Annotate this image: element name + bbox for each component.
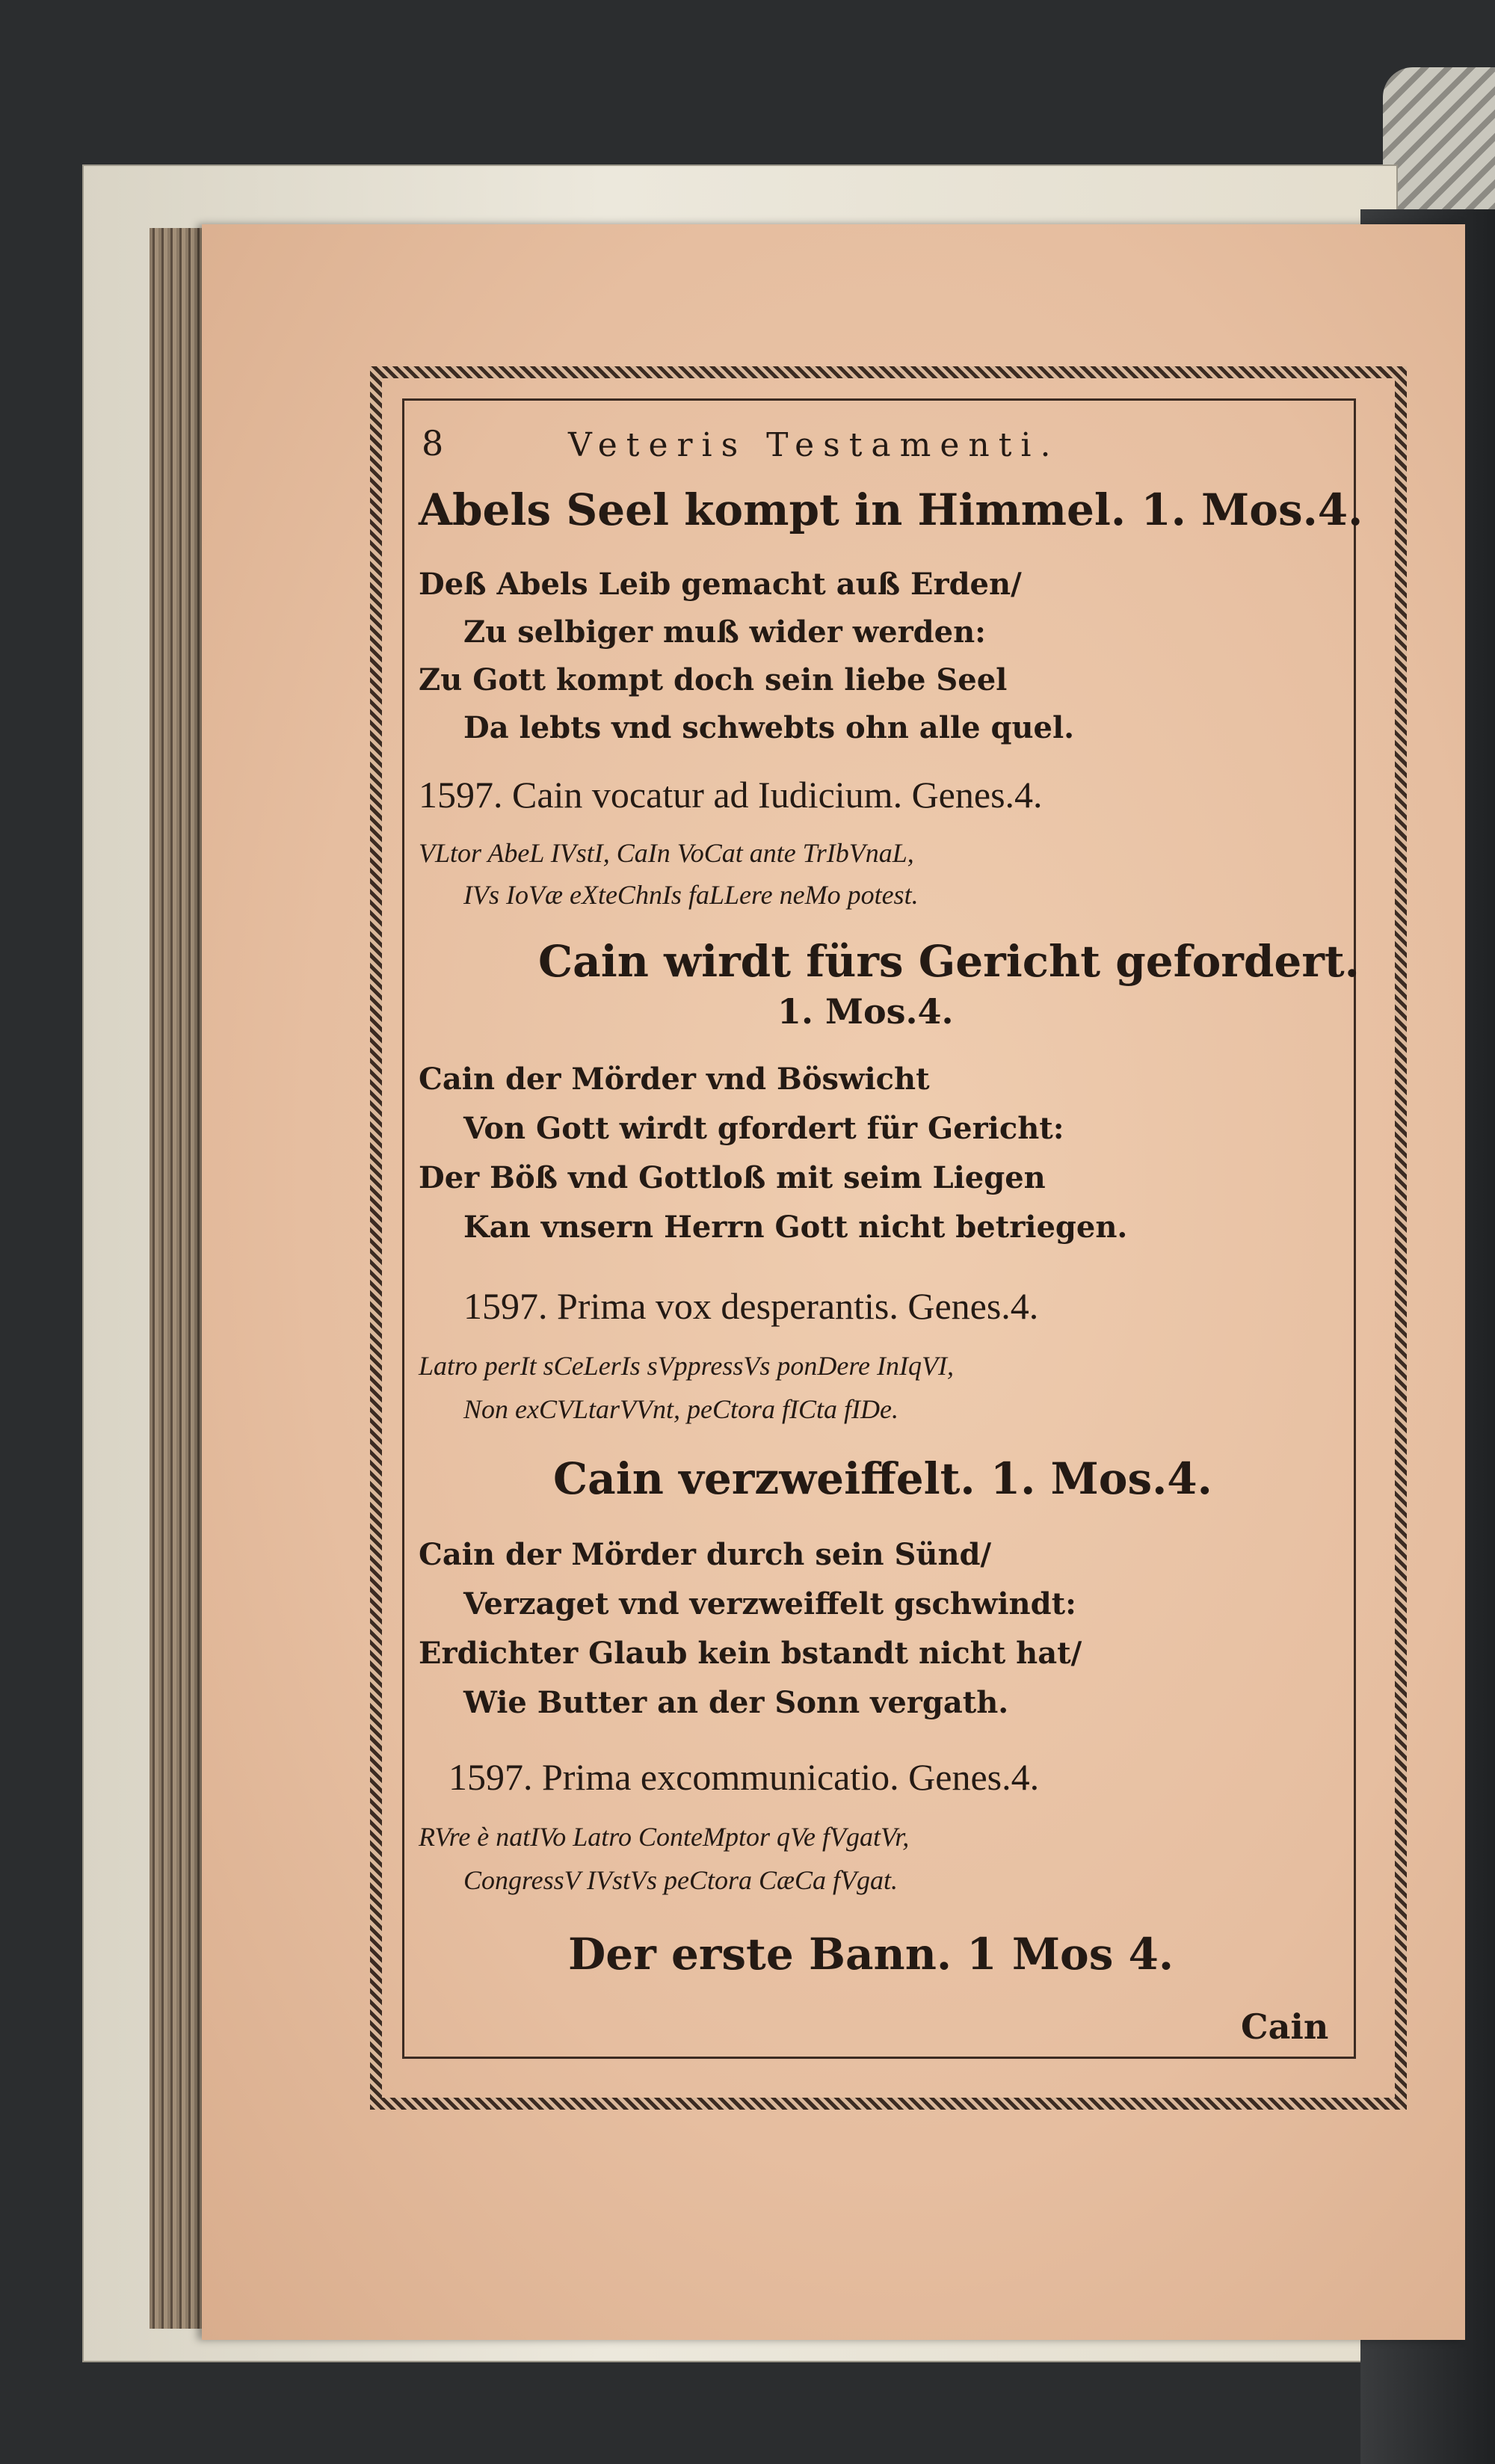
verse-line: Cain der Mörder vnd Böswicht <box>419 1062 930 1097</box>
heading-der-erste-bann: Der erste Bann. 1 Mos 4. <box>568 1929 1174 1980</box>
heading-abels-seel: Abels Seel kompt in Himmel. 1. Mos.4. <box>419 484 1363 535</box>
verse-line: Erdichter Glaub kein bstandt nicht hat/ <box>419 1636 1082 1671</box>
latin-chronogram: VLtor AbeL IVstI, CaIn VoCat ante TrIbVnaL, <box>419 838 914 868</box>
verse-line: Kan vnsern Herrn Gott nicht betriegen. <box>463 1210 1128 1245</box>
verse-line: Wie Butter an der Sonn vergath. <box>463 1685 1009 1720</box>
rubric-excommunicatio: 1597. Prima excommunicatio. Genes.4. <box>449 1756 1040 1798</box>
latin-chronogram: IVs IoVæ eXteChnIs faLLere neMo potest. <box>463 880 919 910</box>
rubric-desperantis: 1597. Prima vox desperantis. Genes.4. <box>463 1285 1039 1327</box>
verse-line: Cain der Mörder durch sein Sünd/ <box>419 1537 992 1572</box>
verse-line: Verzaget vnd verzweiffelt gschwindt: <box>463 1586 1076 1621</box>
verse-line: Zu Gott kompt doch sein liebe Seel <box>419 662 1008 697</box>
page-content <box>419 404 1363 2048</box>
verse-line: Von Gott wirdt gfordert für Gericht: <box>463 1111 1064 1146</box>
heading-reference: 1. Mos.4. <box>777 991 954 1032</box>
rubric-ad-iudicium: 1597. Cain vocatur ad Iudicium. Genes.4. <box>419 774 1043 816</box>
page-number: 8 <box>422 423 444 463</box>
heading-cain-verzweiffelt: Cain verzweiffelt. 1. Mos.4. <box>553 1453 1212 1504</box>
verse-line: Deß Abels Leib gemacht auß Erden/ <box>419 567 1022 602</box>
bookmark-ribbon <box>1383 67 1495 224</box>
running-head: Veteris Testamenti. <box>568 426 1060 464</box>
verse-line: Da lebts vnd schwebts ohn alle quel. <box>463 710 1075 745</box>
catchword: Cain <box>1241 2006 1329 2047</box>
heading-cain-gericht: Cain wirdt fürs Gericht gefordert. <box>538 936 1360 987</box>
verse-line: Der Böß vnd Gottloß mit seim Liegen <box>419 1160 1046 1195</box>
latin-chronogram: RVre è natIVo Latro ConteMptor qVe fVgatVr, <box>419 1822 910 1852</box>
latin-chronogram: CongressV IVstVs peCtora CæCa fVgat. <box>463 1865 898 1895</box>
verse-line: Zu selbiger muß wider werden: <box>463 615 986 650</box>
latin-chronogram: Latro perIt sCeLerIs sVppressVs ponDere InIqVI, <box>419 1351 954 1381</box>
latin-chronogram: Non exCVLtarVVnt, peCtora fICta fIDe. <box>463 1394 898 1424</box>
